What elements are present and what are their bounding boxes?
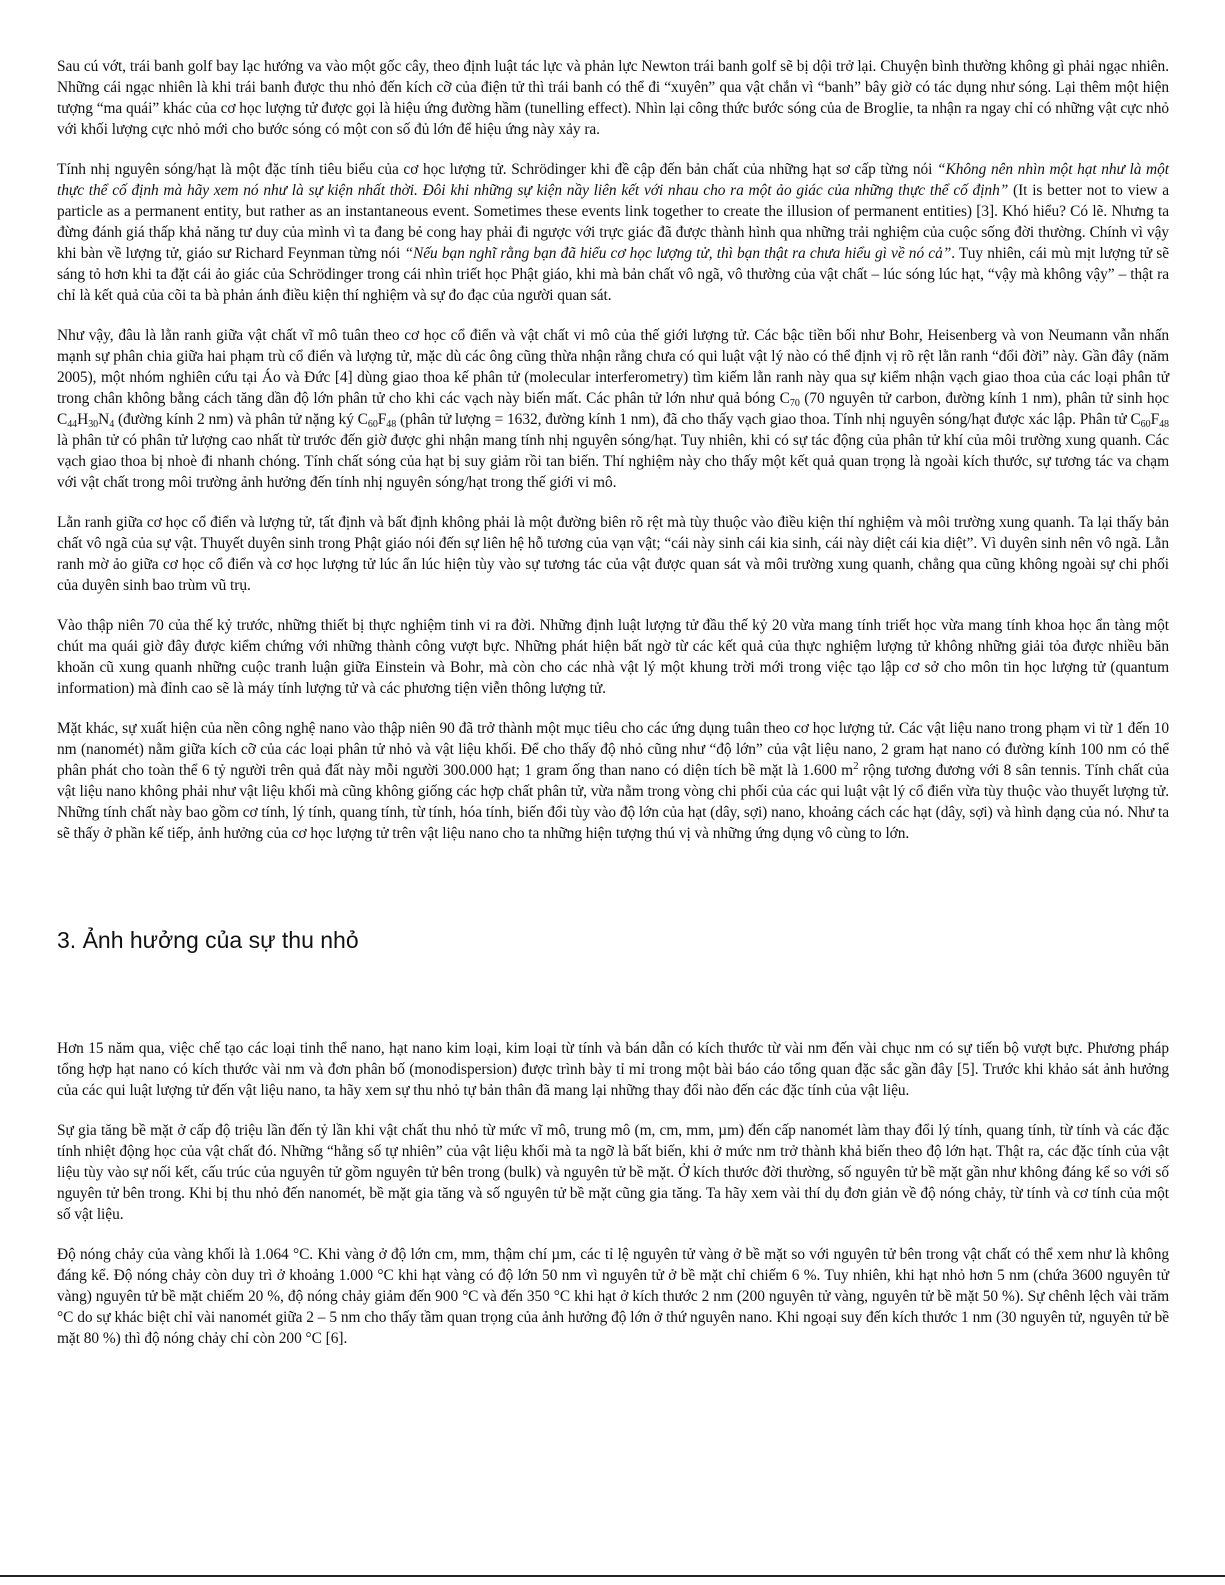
section-heading: 3. Ảnh hưởng của sự thu nhỏ <box>57 927 359 953</box>
paragraph-dependent-origination: Lằn ranh giữa cơ học cổ điển và lượng tử, tất định và bất định không phải là một đường biên rõ rệt mà tùy thuộc vào điều kiện thí nghiệm và môi trường xung quanh. Ta lại thấy bản chất vô ngã của sự vật. Thuyết duyên sinh trong Phật giáo nói đến sự liên hệ hỗ tương của vạn vật; “cái này sinh cái kia sinh, cái này diệt cái kia diệt”. Vì duyên sinh nên vô ngã. Lằn ranh mờ ảo giữa cơ học cổ điển và cơ học lượng tử lúc ẩn lúc hiện tùy vào sự tương tác của vật được quan sát và môi trường xung quanh, chẳng qua cũng không ngoài sự chi phối của duyên sinh bao trùm vũ trụ. <box>57 514 1169 594</box>
bottom-divider <box>0 1575 1225 1577</box>
paragraph-1970s-experiments: Vào thập niên 70 của thế kỷ trước, những thiết bị thực nghiệm tinh vi ra đời. Những định luật lượng tử đầu thế kỷ 20 vừa mang tính triết học vừa mang tính khoa học ẩn tàng một chút ma quái giờ đây được kiểm chứng với những thành công vượt bực. Những phát hiện bất ngờ từ các kết quả của thực nghiệm lượng tử không những giải tỏa được nhiều băn khoăn cũ xung quanh những cuộc tranh luận giữa Einstein và Bohr, mà còn cho các nhà vật lý một khung trời mới trong việc tạo lập cơ sở cho môn tin học lượng tử (quantum information) mà đỉnh cao sẽ là máy tính lượng tử và các phương tiện viễn thông lượng tử. <box>57 617 1169 697</box>
paragraph-golf-ball-tunneling: Sau cú vớt, trái banh golf bay lạc hướng va vào một gốc cây, theo định luật tác lực và phản lực Newton trái banh golf sẽ bị dội trở lại. Chuyện bình thường không gì phải ngạc nhiên. Những cái ngạc nhiên là khi trái banh được thu nhỏ đến kích cỡ của điện tử thì trái banh có thể đi “xuyên” qua vật chắn vì “banh” bây giờ có tác dụng như sóng. Lại thêm một hiện tượng “ma quái” khác của cơ học lượng tử được gọi là hiệu ứng đường hầm (tunelling effect). Nhìn lại công thức bước sóng của de Broglie, ta nhận ra ngay chỉ có những vật cực nhỏ với khối lượng cực nhỏ mới cho bước sóng có một con số đủ lớn để hiệu ứng này xảy ra. <box>57 58 1169 138</box>
paragraph-wave-particle-duality: Tính nhị nguyên sóng/hạt là một đặc tính tiêu biểu của cơ học lượng tử. Schrödinger khi đề cập đến bản chất của những hạt sơ cấp từng nói “Không nên nhìn một hạt như là một thực thể cố định mà hãy xem nó như là sự kiện nhất thời. Đôi khi những sự kiện nầy liên kết với nhau cho ra một ảo giác của những thực thể cố định” (It is better not to view a particle as a permanent entity, but rather as an instantaneous event. Sometimes these events link together to create the illusion of permanent entities) [3]. Khó hiểu? Có lẽ. Nhưng ta đừng đánh giá thấp khả năng tư duy của mình vì ta đang bẻ cong hay phải đi ngược với trực giác đã được thành hình qua những trải nghiệm của cuộc sống đời thường. Chính vì vậy khi bàn về lượng tử, giáo sư Richard Feynman từng nói “Nếu bạn nghĩ rằng bạn đã hiểu cơ học lượng tử, thì bạn thật ra chưa hiểu gì về nó cả”. Tuy nhiên, cái mù mịt lượng tử sẽ sáng tỏ hơn khi ta đặt cái ảo giác của Schrödinger trong cái nhìn triết học Phật giáo, khi mà bản chất vô ngã, vô thường của vật chất – lúc sóng lúc hạt, “vậy mà không vậy” – thật ra chỉ là kết quả của cõi ta bà phản ánh điều kiện thí nghiệm và sự đo đạc của người quan sát. <box>57 161 1170 304</box>
paragraph-nano-fabrication: Hơn 15 năm qua, việc chế tạo các loại tinh thể nano, hạt nano kim loại, kim loại từ tính và bán dẫn có kích thước từ vài nm đến vài chục nm có sự tiến bộ vượt bực. Phương pháp tổng hợp hạt nano có kích thước vài nm và đơn phân bố (monodispersion) được trình bày tỉ mỉ trong một bài báo cáo tổng quan đặc sắc gần đây [5]. Trước khi khảo sát ảnh hưởng của các qui luật lượng tử đến vật liệu nano, ta hãy xem sự thu nhỏ tự bản thân đã mang lại những thay đổi nào đến các đặc tính của vật liệu. <box>57 1040 1169 1099</box>
paragraph-nanotechnology: Mặt khác, sự xuất hiện của nền công nghệ nano vào thập niên 90 đã trở thành một mục tiêu cho các ứng dụng tuân theo cơ học lượng tử. Các vật liệu nano trong phạm vi từ 1 đến 10 nm (nanomét) nằm giữa kích cỡ của các loại phân tử nhỏ và vật liệu khối. Để cho thấy độ nhỏ cũng như “độ lớn” của vật liệu nano, 2 gram hạt nano có đường kính 100 nm có thể phân phát cho toàn thể 6 tỷ người trên quả đất này mỗi người 300.000 hạt; 1 gram ống than nano có diện tích bề mặt là 1.600 $m^2$ rộng tương đương với 8 sân tennis. Tính chất của vật liệu nano không phải như vật liệu khối mà cũng không giống các hợp chất phân tử, vừa nằm trong vòng chi phối của các qui luật vật lý cổ điển vừa tùy thuộc vào thuyết lượng tử. Những tính chất này bao gồm cơ tính, lý tính, quang tính, từ tính, hóa tính, biến đổi tùy vào độ lớn của hạt (dây, sợi) nano, khoảng cách các hạt (dây, sợi) và hình dạng của nó. Như ta sẽ thấy ở phần kế tiếp, ảnh hưởng của cơ học lượng tử trên vật liệu nano cho ta những hiện tượng thú vị và những ứng dụng vô cùng to lớn. <box>57 720 1169 842</box>
paragraph-classical-quantum-boundary: Như vậy, đâu là lằn ranh giữa vật chất vĩ mô tuân theo cơ học cổ điển và vật chất vi mô của thế giới lượng tử. Các bậc tiền bối như Bohr, Heisenberg và von Neumann vẫn nhấn mạnh sự phân chia giữa hai phạm trù cổ điển và lượng tử, mặc dù các ông cũng thừa nhận rằng chưa có qui luật vật lý nào có thể định vị rõ rệt lằn ranh “đổi đời” này. Gần đây (năm 2005), một nhóm nghiên cứu tại Áo và Đức [4] dùng giao thoa kế phân tử (molecular interferometry) tìm kiếm lằn ranh này qua sự kiểm nhận vạch giao thoa của các loại phân tử trong chân không bằng cách tăng dần độ lớn phân tử cho khi các vạch này biến mất. Các phân tử lớn như quả bóng $C_{70}$ (70 nguyên tử carbon, đường kính 1 nm), phân tử sinh học $C_{44}H_{30}N_4$ (đường kính 2 nm) và phân tử nặng ký $C_{60}F_{48}$ (phân tử lượng = 1632, đường kính 1 nm), đã cho thấy vạch giao thoa. Tính nhị nguyên sóng/hạt được xác lập. Phân tử $C_{60}F_{48}$ là phân tử có phân tử lượng cao nhất từ trước đến giờ được ghi nhận mang tính nhị nguyên sóng/hạt. Tuy nhiên, khi có sự tác động của phân tử khí của môi trường xung quanh. Các vạch giao thoa bị nhoè đi nhanh chóng. Tính chất sóng của hạt bị suy giảm rồi tan biến. Thí nghiệm này cho thấy một kết quả quan trọng là ngoài kích thước, sự tương tác va chạm với vật chất trong môi trường ảnh hưởng đến tính nhị nguyên sóng/hạt trong thế giới vi mô. <box>57 327 1169 491</box>
schrodinger-quote: “Không nên nhìn một hạt như là một thực thể cố định mà hãy xem nó như là sự kiện nhất thời. Đôi khi những sự kiện nầy liên kết với nhau cho ra một ảo giác của những thực thể cố định” <box>57 161 1169 199</box>
paragraph-surface-increase: Sự gia tăng bề mặt ở cấp độ triệu lần đến tỷ lần khi vật chất thu nhỏ từ mức vĩ mô, trung mô (m, cm, mm, µm) đến cấp nanomét làm thay đổi lý tính, quang tính, từ tính và các đặc tính nhiệt động học của vật chất đó. Những “hằng số tự nhiên” của vật liệu khối mà ta ngỡ là bất biến, khi ở mức nm trở thành khả biến theo độ lớn hạt. Thật ra, các đặc tính của vật liệu tùy vào sự nối kết, cấu trúc của nguyên tử gồm nguyên tử bên trong (bulk) và nguyên tử bề mặt. Ở kích thước đời thường, số nguyên tử bề mặt gần như không đáng kể so với số nguyên tử bên trong. Khi bị thu nhỏ đến nanomét, bề mặt gia tăng và số nguyên tử bề mặt cũng gia tăng. Ta hãy xem vài thí dụ đơn giản về độ nóng chảy, từ tính và cơ tính của một số vật liệu. <box>57 1122 1169 1223</box>
document-page <box>57 56 1169 1368</box>
feynman-quote: “Nếu bạn nghĩ rằng bạn đã hiểu cơ học lượng tử, thì bạn thật ra chưa hiểu gì về nó cả” <box>404 245 952 262</box>
paragraph-gold-melting-point: Độ nóng chảy của vàng khối là 1.064 °C. Khi vàng ở độ lớn cm, mm, thậm chí µm, các tỉ lệ nguyên tử vàng ở bề mặt so với nguyên tử bên trong vật chất có thể xem như là không đáng kể. Độ nóng chảy còn duy trì ở khoảng 1.000 °C khi hạt vàng có độ lớn 50 nm vì nguyên tử ở bề mặt chỉ chiếm 6 %. Tuy nhiên, khi hạt nhỏ hơn 5 nm (chứa 3600 nguyên tử vàng) nguyên tử bề mặt chiếm 20 %, độ nóng chảy giảm đến 900 °C và đến 350 °C khi hạt ở kích thước 2 nm (200 nguyên tử vàng, nguyên tử bề mặt 50 %). Sự chênh lệch vài trăm °C do sự khác biệt chỉ vài nanomét giữa 2 – 5 nm cho thấy tầm quan trọng của ảnh hưởng độ lớn ở thứ nguyên nano. Khi ngoại suy đến kích thước 1 nm (30 nguyên tử, nguyên tử bề mặt 80 %) thì độ nóng chảy chỉ còn 200 °C [6]. <box>57 1246 1169 1347</box>
